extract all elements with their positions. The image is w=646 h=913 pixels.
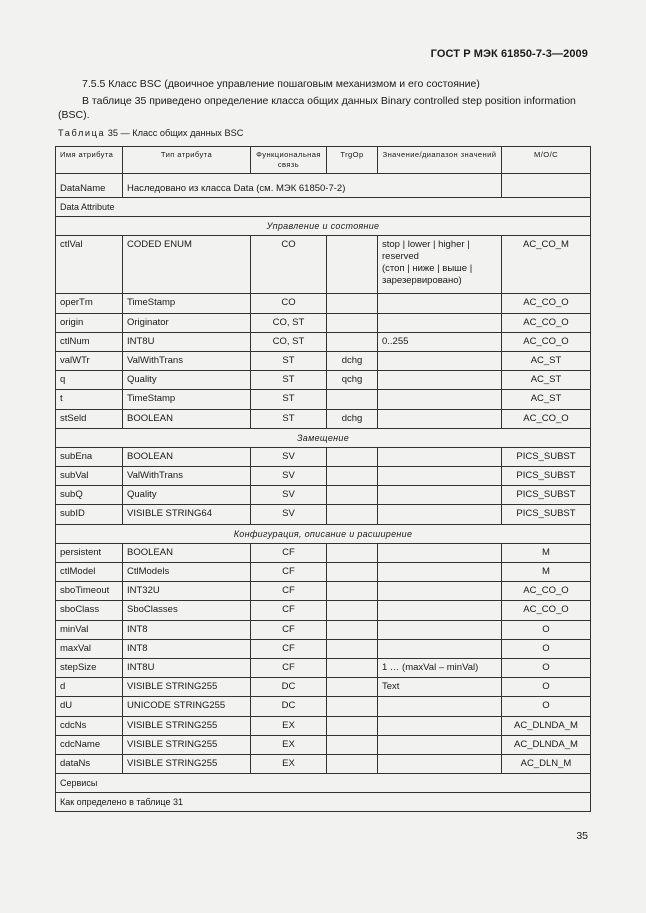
table-caption-prefix: Таблица — [58, 128, 106, 138]
table-row — [56, 563, 591, 582]
attr-type: INT8 — [123, 620, 251, 639]
attr-moc: AC_CO_O — [502, 409, 591, 428]
attr-value — [378, 409, 502, 428]
section-title: 7.5.5 Класс BSC (двоичное управление пошаговым механизмом и его состояние) — [82, 78, 480, 90]
attr-trgop — [327, 447, 378, 466]
attr-fc: CO — [251, 294, 327, 313]
attr-trgop — [327, 582, 378, 601]
attr-trgop — [327, 505, 378, 524]
attr-trgop — [327, 543, 378, 562]
attr-type: BOOLEAN — [123, 409, 251, 428]
attr-trgop — [327, 313, 378, 332]
table-row — [56, 409, 591, 428]
value-line: reserved — [382, 251, 419, 263]
attr-moc: O — [502, 678, 591, 697]
inherit-name: DataName — [56, 180, 123, 198]
attr-trgop — [327, 236, 378, 294]
attr-moc: PICS_SUBST — [502, 467, 591, 486]
attr-value — [378, 582, 502, 601]
attr-type: INT8 — [123, 639, 251, 658]
attr-fc: CO — [251, 236, 327, 294]
section-heading-row — [56, 217, 591, 236]
section-heading-row — [56, 428, 591, 447]
value-line: 0..255 — [382, 335, 409, 347]
attr-name: subEna — [56, 447, 123, 466]
attr-name: stepSize — [56, 658, 123, 677]
section-title-cell: Замещение — [56, 428, 591, 447]
attr-value — [378, 447, 502, 466]
attr-moc: AC_CO_O — [502, 332, 591, 351]
attr-name: ctlNum — [56, 332, 123, 351]
attr-moc: AC_CO_O — [502, 313, 591, 332]
attr-value — [378, 236, 502, 294]
attr-value — [378, 467, 502, 486]
attr-fc: CF — [251, 658, 327, 677]
table-row — [56, 735, 591, 754]
table-row — [56, 754, 591, 773]
attr-moc: AC_ST — [502, 371, 591, 390]
attr-type: VISIBLE STRING255 — [123, 754, 251, 773]
attr-type: VISIBLE STRING64 — [123, 505, 251, 524]
attr-value — [378, 697, 502, 716]
table-row — [56, 620, 591, 639]
attr-type: INT8U — [123, 332, 251, 351]
data-attribute-row — [56, 198, 591, 217]
attr-fc: SV — [251, 486, 327, 505]
table-caption-rest: 35 — Класс общих данных BSC — [105, 128, 244, 138]
attr-type: ValWithTrans — [123, 467, 251, 486]
section-title-cell: Конфигурация, описание и расширение — [56, 524, 591, 543]
attr-value — [378, 390, 502, 409]
attr-name: sboTimeout — [56, 582, 123, 601]
attr-fc: CF — [251, 620, 327, 639]
attr-name: sboClass — [56, 601, 123, 620]
attr-name: dataNs — [56, 754, 123, 773]
attr-moc: AC_DLN_M — [502, 754, 591, 773]
attr-value — [378, 639, 502, 658]
data-attribute-label: Data Attribute — [56, 198, 591, 217]
attr-moc: O — [502, 697, 591, 716]
table-row — [56, 236, 591, 294]
attr-moc: AC_CO_O — [502, 601, 591, 620]
attr-fc: ST — [251, 351, 327, 370]
services-text: Как определено в таблице 31 — [56, 793, 591, 812]
attr-fc: CO, ST — [251, 313, 327, 332]
attr-value — [378, 754, 502, 773]
attr-type: SboClasses — [123, 601, 251, 620]
attr-name: d — [56, 678, 123, 697]
col-header-type: Тип атрибута — [123, 147, 251, 174]
table-row — [56, 351, 591, 370]
attr-value — [378, 716, 502, 735]
attr-type: VISIBLE STRING255 — [123, 678, 251, 697]
attr-fc: DC — [251, 678, 327, 697]
attr-type: VISIBLE STRING255 — [123, 716, 251, 735]
attr-name: ctlVal — [56, 236, 123, 294]
attr-name: t — [56, 390, 123, 409]
table-row — [56, 678, 591, 697]
attr-type: TimeStamp — [123, 390, 251, 409]
attr-fc: ST — [251, 371, 327, 390]
attr-type: Originator — [123, 313, 251, 332]
attr-moc: PICS_SUBST — [502, 447, 591, 466]
attr-trgop — [327, 467, 378, 486]
value-line: зарезервировано) — [382, 275, 462, 287]
attr-name: operTm — [56, 294, 123, 313]
attr-name: q — [56, 371, 123, 390]
attr-value — [378, 601, 502, 620]
attr-value — [378, 735, 502, 754]
section-heading-row — [56, 524, 591, 543]
attr-fc: ST — [251, 390, 327, 409]
attr-fc: EX — [251, 716, 327, 735]
attr-trgop — [327, 486, 378, 505]
attr-moc: AC_ST — [502, 390, 591, 409]
attr-value — [378, 332, 502, 351]
attr-type: BOOLEAN — [123, 447, 251, 466]
table-row — [56, 639, 591, 658]
attr-trgop — [327, 620, 378, 639]
col-header-name: Имя атрибута — [56, 147, 123, 174]
table-row — [56, 294, 591, 313]
attr-moc: AC_DLNDA_M — [502, 716, 591, 735]
value-line: (стоп | ниже | выше | — [382, 263, 473, 275]
attr-trgop — [327, 678, 378, 697]
bsc-class-table — [55, 146, 591, 812]
attr-type: CtlModels — [123, 563, 251, 582]
attr-type: UNICODE STRING255 — [123, 697, 251, 716]
attr-fc: SV — [251, 467, 327, 486]
attr-fc: ST — [251, 409, 327, 428]
attr-fc: DC — [251, 697, 327, 716]
intro-paragraph: В таблице 35 приведено определение класса общих данных Binary controlled step position information (BSC). — [58, 95, 576, 121]
attr-fc: EX — [251, 754, 327, 773]
value-line: stop | lower | higher | — [382, 239, 470, 251]
attr-trgop — [327, 735, 378, 754]
attr-moc: AC_CO_M — [502, 236, 591, 294]
table-header-row — [56, 147, 591, 174]
attr-trgop — [327, 658, 378, 677]
attr-type: CODED ENUM — [123, 236, 251, 294]
attr-fc: CF — [251, 543, 327, 562]
table-caption — [58, 128, 243, 138]
attr-fc: CF — [251, 601, 327, 620]
attr-value — [378, 313, 502, 332]
attr-type: ValWithTrans — [123, 351, 251, 370]
attr-fc: CF — [251, 639, 327, 658]
attr-value — [378, 294, 502, 313]
value-line: 1 … (maxVal – minVal) — [382, 661, 479, 673]
attr-value — [378, 563, 502, 582]
attr-moc: AC_CO_O — [502, 294, 591, 313]
page-number: 35 — [576, 830, 588, 842]
attr-value — [378, 486, 502, 505]
attr-name: subID — [56, 505, 123, 524]
attr-moc: M — [502, 563, 591, 582]
attr-moc: AC_CO_O — [502, 582, 591, 601]
attr-name: cdcName — [56, 735, 123, 754]
col-header-trgop: TrgOp — [327, 147, 378, 174]
attr-type: INT32U — [123, 582, 251, 601]
attr-fc: CF — [251, 563, 327, 582]
attr-value — [378, 351, 502, 370]
attr-value — [378, 543, 502, 562]
attr-trgop — [327, 563, 378, 582]
attr-name: maxVal — [56, 639, 123, 658]
attr-type: Quality — [123, 486, 251, 505]
attr-trgop — [327, 716, 378, 735]
attr-fc: CF — [251, 582, 327, 601]
attr-trgop — [327, 294, 378, 313]
attr-name: cdcNs — [56, 716, 123, 735]
table-row — [56, 332, 591, 351]
attr-fc: CO, ST — [251, 332, 327, 351]
table-row — [56, 582, 591, 601]
attr-type: Quality — [123, 371, 251, 390]
table-row — [56, 313, 591, 332]
services-text-row — [56, 793, 591, 812]
standard-id: ГОСТ Р МЭК 61850-7-3—2009 — [430, 48, 588, 60]
attr-trgop: dchg — [327, 409, 378, 428]
attr-trgop: qchg — [327, 371, 378, 390]
section-title-cell: Управление и состояние — [56, 217, 591, 236]
attr-type: TimeStamp — [123, 294, 251, 313]
attr-moc: PICS_SUBST — [502, 486, 591, 505]
attr-value — [378, 620, 502, 639]
attr-name: persistent — [56, 543, 123, 562]
col-header-moc: М/О/С — [502, 147, 591, 174]
table-row — [56, 716, 591, 735]
attr-type: INT8U — [123, 658, 251, 677]
table-row — [56, 447, 591, 466]
attr-name: minVal — [56, 620, 123, 639]
table-row — [56, 505, 591, 524]
attr-trgop — [327, 601, 378, 620]
attr-name: ctlModel — [56, 563, 123, 582]
inherit-moc — [502, 180, 591, 198]
inherit-row — [56, 180, 591, 198]
attr-value — [378, 505, 502, 524]
attr-trgop — [327, 639, 378, 658]
attr-value — [378, 658, 502, 677]
attr-type: BOOLEAN — [123, 543, 251, 562]
attr-moc: O — [502, 658, 591, 677]
attr-trgop — [327, 697, 378, 716]
attr-name: valWTr — [56, 351, 123, 370]
attr-value — [378, 371, 502, 390]
attr-moc: AC_ST — [502, 351, 591, 370]
attr-value — [378, 678, 502, 697]
attr-trgop — [327, 754, 378, 773]
attr-trgop: dchg — [327, 351, 378, 370]
attr-moc: O — [502, 620, 591, 639]
attr-trgop — [327, 390, 378, 409]
attr-name: subVal — [56, 467, 123, 486]
attr-name: dU — [56, 697, 123, 716]
table-row — [56, 543, 591, 562]
attr-moc: O — [502, 639, 591, 658]
table-row — [56, 390, 591, 409]
table-row — [56, 658, 591, 677]
services-row — [56, 774, 591, 793]
attr-moc: M — [502, 543, 591, 562]
table-row — [56, 371, 591, 390]
attr-fc: EX — [251, 735, 327, 754]
table-row — [56, 697, 591, 716]
value-line: Text — [382, 681, 400, 693]
attr-name: origin — [56, 313, 123, 332]
col-header-fc: Функциональная связь — [251, 147, 327, 174]
table-row — [56, 601, 591, 620]
inherit-text: Наследовано из класса Data (см. МЭК 61850-7-2) — [123, 180, 502, 198]
attr-name: subQ — [56, 486, 123, 505]
attr-moc: PICS_SUBST — [502, 505, 591, 524]
col-header-value: Значение/диапазон значений — [378, 147, 502, 174]
attr-moc: AC_DLNDA_M — [502, 735, 591, 754]
table-row — [56, 467, 591, 486]
attr-fc: SV — [251, 505, 327, 524]
attr-fc: SV — [251, 447, 327, 466]
attr-type: VISIBLE STRING255 — [123, 735, 251, 754]
services-label: Сервисы — [56, 774, 591, 793]
attr-name: stSeld — [56, 409, 123, 428]
table-row — [56, 486, 591, 505]
attr-trgop — [327, 332, 378, 351]
